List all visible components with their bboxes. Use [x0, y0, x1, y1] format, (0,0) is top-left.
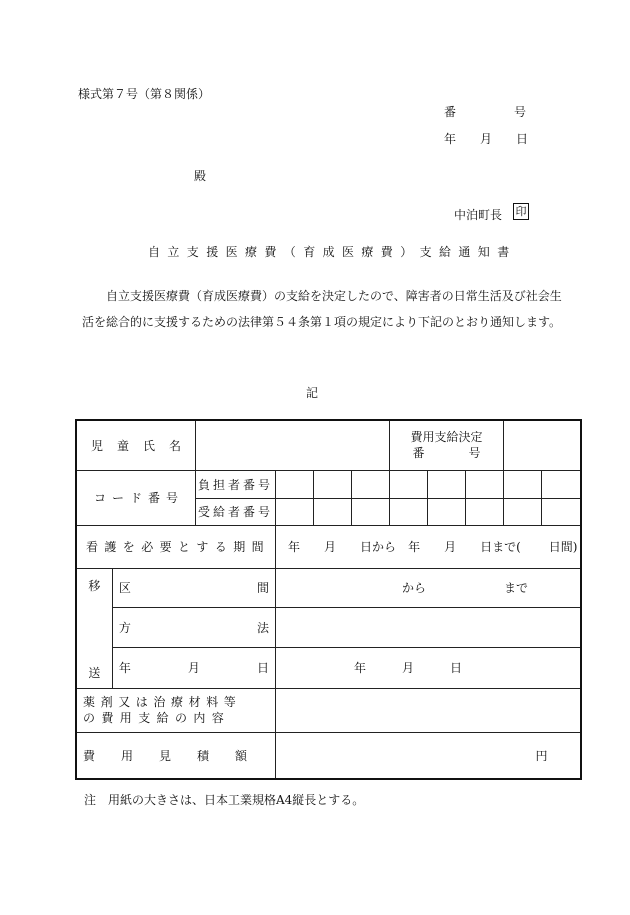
recipient-number-cell	[428, 498, 466, 525]
recipient-number-cell	[542, 498, 581, 525]
sender-name: 中泊町長	[454, 208, 503, 222]
transfer-date-label-month: 月	[187, 661, 200, 675]
recipient-number-cell	[504, 498, 542, 525]
payer-number-cell	[542, 470, 581, 498]
transfer-date-month: 月	[402, 661, 415, 675]
transfer-section-label-a: 区	[118, 581, 131, 595]
form-id: 様式第７号（第８関係）	[78, 87, 211, 101]
payer-number-cell	[390, 470, 428, 498]
drug-content-label-line1: 薬剤又は治療材料等	[83, 695, 242, 709]
decision-number-label-line1: 費用支給決定	[410, 430, 483, 445]
transfer-date-label	[112, 647, 275, 688]
issue-date-day: 日	[516, 132, 529, 146]
transfer-section-label	[112, 568, 275, 607]
document-number-label: 番	[444, 105, 457, 119]
drug-content-label	[76, 688, 276, 732]
code-number-label: コード番号	[76, 470, 196, 525]
body-paragraph: 自立支援医療費（育成医療費）の支給を決定したので、障害者の日常生活及び社会生活を総合的に支援するための法律第５４条第１項の規定により下記のとおり通知します。	[82, 289, 562, 329]
transfer-section-label-b: 間	[257, 581, 270, 595]
transfer-method-label-a: 方	[118, 620, 131, 635]
period-end-year: 年	[408, 540, 421, 554]
nursing-period-label: 看護を必要とする期間	[76, 525, 276, 568]
transfer-label-top: 移	[88, 578, 101, 593]
child-name-label: 児童氏名	[76, 420, 196, 470]
payer-number-cell	[428, 470, 466, 498]
recipient-number-label: 受給者番号	[196, 498, 276, 525]
issue-date-year: 年	[444, 132, 457, 146]
payer-number-cell	[466, 470, 504, 498]
recipient-number-cell	[352, 498, 390, 525]
transfer-method-value	[276, 607, 581, 647]
transfer-method-label-b: 法	[257, 620, 270, 635]
decision-number-label	[390, 420, 504, 470]
recipient-number-cell	[390, 498, 428, 525]
decision-number-label-go: 号	[468, 446, 481, 461]
document-title: 自立支援医療費（育成医療費）支給通知書	[148, 245, 517, 259]
recipient-number-cell	[314, 498, 352, 525]
child-name-value	[196, 420, 390, 470]
payer-number-cell	[314, 470, 352, 498]
footnote: 注 用紙の大きさは、日本工業規格A4縦長とする。	[84, 793, 365, 807]
period-end-month: 月	[444, 540, 457, 554]
estimated-cost-value	[276, 732, 581, 779]
transfer-section-value	[276, 568, 581, 607]
period-days: 日間)	[548, 540, 578, 554]
transfer-date-value	[276, 647, 581, 688]
payer-number-cell	[352, 470, 390, 498]
transfer-label-bottom: 送	[88, 665, 101, 680]
period-start-month: 月	[324, 540, 337, 554]
transfer-date-year: 年	[354, 661, 367, 675]
yen-unit: 円	[535, 748, 548, 763]
recipient-number-cell	[466, 498, 504, 525]
document-number-suffix: 号	[514, 105, 527, 119]
estimated-cost-label-text: 費用見積額	[83, 748, 274, 763]
period-start-day: 日から	[360, 540, 397, 554]
payer-number-label: 負担者番号	[196, 470, 276, 498]
section-to: まで	[504, 581, 529, 595]
section-from: から	[402, 581, 427, 595]
transfer-label	[76, 568, 112, 688]
decision-number-label-ban: 番	[412, 446, 425, 461]
period-end-day: 日まで(	[480, 540, 521, 554]
transfer-date-label-day: 日	[256, 661, 269, 675]
payer-number-cell	[276, 470, 314, 498]
notification-table	[75, 419, 582, 780]
transfer-date-day: 日	[450, 661, 463, 675]
drug-content-value	[276, 688, 581, 732]
decision-number-value	[504, 420, 581, 470]
ki-heading: 記	[306, 386, 319, 400]
transfer-method-label	[112, 607, 275, 647]
payer-number-cell	[504, 470, 542, 498]
estimated-cost-label	[76, 732, 276, 779]
addressee-honorific: 殿	[194, 169, 207, 183]
issue-date-month: 月	[480, 132, 493, 146]
nursing-period-value	[276, 525, 581, 568]
recipient-number-cell	[276, 498, 314, 525]
transfer-date-label-year: 年	[118, 661, 131, 675]
period-start-year: 年	[288, 540, 301, 554]
drug-content-label-line2: の費用支給の内容	[83, 711, 231, 725]
seal-stamp: 印	[513, 203, 529, 220]
